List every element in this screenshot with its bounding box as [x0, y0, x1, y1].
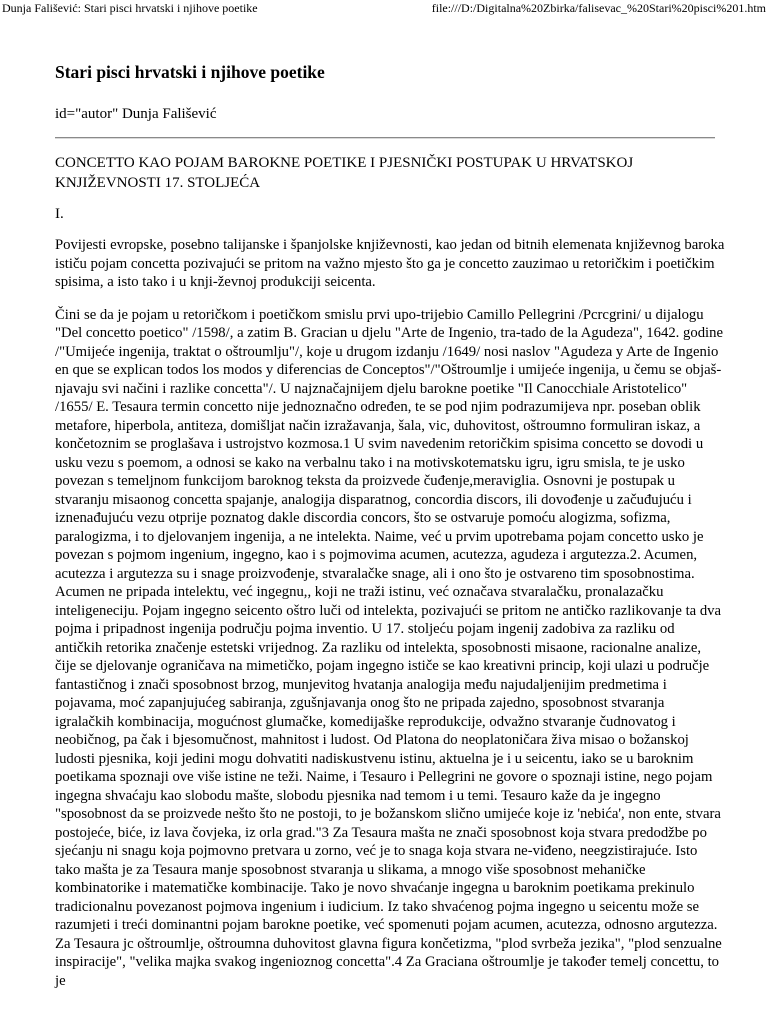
body-paragraph-1: Povijesti evropske, posebno talijanske i španjolske književnosti, kao jedan od bitnih elemenata književnog baroka ističu pojam concetta pozivajući se pritom na važno mjesto što ga je concetto zauzimao u retoričkim i poetičkim spisima, a isto tako i u knji-ževnoj produkciji seicenta.: [55, 237, 725, 290]
document-content: [55, 60, 768, 1004]
print-header-title: Dunja Fališević: Stari pisci hrvatski i njihove poetike: [2, 1, 258, 15]
section-number: I.: [55, 206, 64, 222]
body-paragraph-2: Čini se da je pojam u retoričkom i poetičkom smislu prvi upo-trijebio Camillo Pellegrini /Pcrcgrini/ u dijalogu "Del concetto poetico" /1598/, a zatim B. Gracian u djelu "Arte de Ingenio, tra-tado de la Agudeza", 1642. godine /"Umijeće ingenija, traktat o oštroumlju"/, koje u drugom izdanju /1649/ nosi naslov "Agudeza y Arte de Ingenio en que se explican todos los modos y diferencias de Conceptos"/"Oštroumlje i umijeće ingenija, u čemu se objaš-njavaju svi načini i razlike concetta"/. U najznačajnijem djelu barokne poetike "Il Canocchiale Aristotelico" /1655/ E. Tesaura termin concetto nije jednoznačno određen, te se pod njim podrazumijeva npr. poseban oblik metafore, hiperbola, antiteza, domišljat način izražavanja, šala, vic, duhovitost, oštroumno formuliran iskaz, a končetoznim se proglašava i ustrojstvo kozmosa.1 U svim navedenim retoričkim spisima concetto se dovodi u usku vezu s poemom, a odnosi se kako na verbalnu tako i na motivskotematsku igru, igru smisla, te je usko povezan s temeljnom funkcijom baroknog teksta da proizvede čuđenje,meraviglia. Osnovni je postupak u stvaranju misaonog concetta spajanje, analogija disparatnog, concordia discors, ili dovođenje u začuđujuću i iznenađujuću vezu otprije poznatog dakle discordia concors, što se ostvaruje pomoću alogizma, sofizma, paralogizma, i to djelovanjem ingenija, a ne intelekta. Naime, već u prvim upotrebama pojam concetto usko je povezan s pojmom ingenium, ingegno, kao i s pojmovima acumen, acutezza, agudeza i argutezza.2. Acumen, acutezza i argutezza su i snage proizvođenje, stvaralačke snage, ali i ono što je ostvareno tim sposobnostima. Acumen ne pripada intelektu, već ingegnu,, koji ne traži istinu, već označava stvaralačku, pronalazačku inteligeneciju. Pojam ingegno seicento oštro luči od intelekta, pozivajući se pritom ne antičko razlikovanje ta dva pojma i pripadnost ingenija području pojma inventio. U 17. stoljeću pojam ingenij zadobiva za razliku od antičkih retorika značenje estetski vrijednog. Za razliku od intelekta, sposobnosti misaone, racionalne analize, čije se djelovanje ograničava na mimetičko, pojam ingegno ističe se kao kreativni princip, koji ulazi u područje fantastičnog i znači sposobnost brzog, munjevitog hvatanja analogija među najudaljenijim predmetima i pojavama, moć zapanjujućeg sabiranja, zgušnjavanja onog što ne pripada zajedno, sposobnost stvaranja igralačkih kombinacija, mogućnost glumačke, komedijaške reprodukcije, odvažno stvaranje čudnovatog i neobičnog, pa čak i bjesomučnost, mahnitost i ludost. Od Platona do neoplatoničara živa misao o božanskoj ludosti pjesnika, koji jedini mogu dohvatiti nadiskustvenu istinu, aktuelna je i u seicentu, iako se u baroknim poetikama spoznaji ove više istine ne teži. Naime, i Tesauro i Pellegrini ne govore o spoznaji istine, nego pojam ingegna shvaćaju kao slobodu mašte, slobodu pjesnika nad temom i u temi. Tesauro kaže da je ingegno "sposobnost da se proizvede nešto što ne postoji, to je božanskom slično umijeće koje iz 'nebića', non ente, stvara postojeće, biće, iz lava čovjeka, iz orla grad."3 Za Tesaura mašta ne znači sposobnost koja stvara predodžbe po sjećanju ni snagu koja pojmovno pretvara u zorno, već je to snaga koja stvara ne-viđeno, neegzistirajuće. Isto tako mašta je za Tesaura manje sposobnost stvaranja u slikama, a mnogo više sposobnost mehaničke kombinatorike i matematičke kombinacije. Tako je novo shvaćanje ingegna u baroknim poetikama prekinulo tradicionalnu povezanost pojmova ingenium i iudicium. Iz tako shvaćenog pojma ingegno u seicentu može se razumjeti i treći dominantni pojam barokne poetike, već spomenuti pojam acumen, acutezza, odnosno argutezza. Za Tesaura jc oštroumlje, oštroumna duhovitost glavna figura končetizma, "plod svrbeža jezika", "plod senzualne inspiracije", "velika majka svakog ingenioznog concetta".4 Za Graciana oštroumlje je također temelj concettu, to je: [55, 306, 723, 989]
print-header-file-url: file:///D:/Digitalna%20Zbirka/falisevac_%20Stari%20pisci%201.htm: [431, 1, 766, 15]
article-subtitle: CONCETTO KAO POJAM BAROKNE POETIKE I PJESNIČKI POSTUPAK U HRVATSKOJ KNJIŽEVNOSTI 17. STOLJEĆA: [55, 155, 634, 191]
author-line: id="autor" Dunja Fališević: [55, 106, 217, 122]
horizontal-divider: [55, 137, 715, 139]
page-title: Stari pisci hrvatski i njihove poetike: [55, 62, 325, 82]
print-header: [0, 0, 768, 18]
